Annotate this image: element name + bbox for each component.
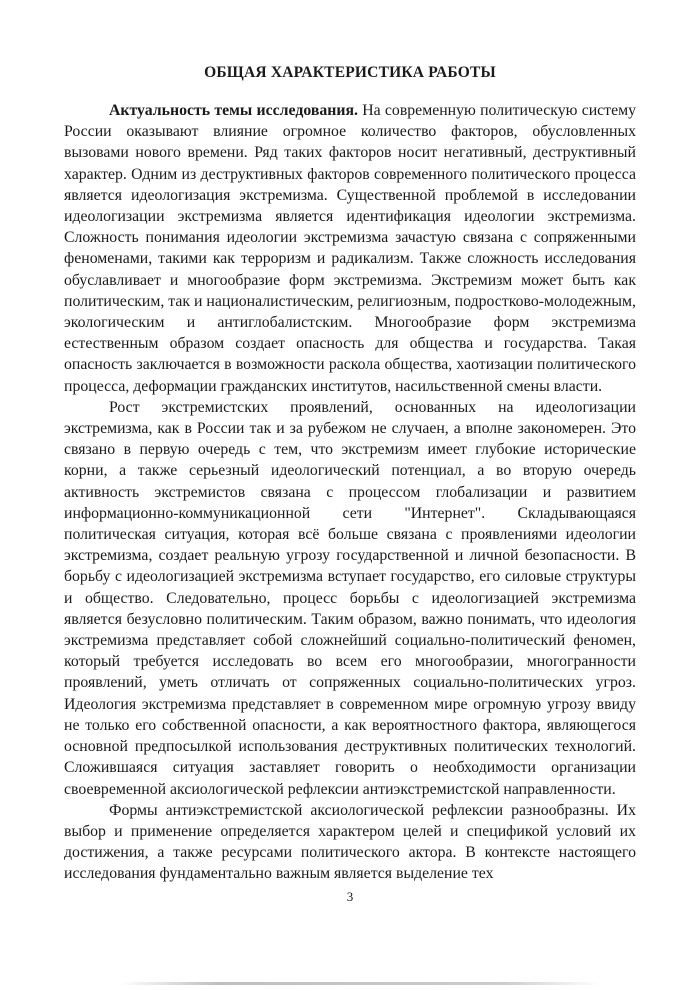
paragraph-text: Формы антиэкстремистской аксиологической рефлексии разнообразны. Их выбор и применение определяется характером целей и спецификой условий их достижения, а также ресурсами политического актора. В контексте настоящего исследования фундаментально важным является выделение тех: [64, 801, 636, 883]
paragraph-forms: [64, 800, 636, 885]
paragraph-relevance: [64, 100, 636, 397]
paragraph-text: На современную политическую систему России оказывают влияние огромное количество факторов, обусловленных вызовами нового времени. Ряд таких факторов носит негативный, деструктивный характер. Одним из деструктивных факторов современного политического процесса является идеологизация экстремизма. Существенной проблемой в исследовании идеологизации экстремизма является идентификация идеологии экстремизма. Сложность понимания идеологии экстремизма зачастую связана с сопряженными феноменами, такими как терроризм и радикализм. Также сложность исследования обуславливает и многообразие форм экстремизма. Экстремизм может быть как политическим, так и националистическим, религиозным, подростково-молодежным, экологическим и антиглобалистским. Многообразие форм экстремизма естественным образом создает опасность для общества и государства. Такая опасность заключается в возможности раскола общества, хаотизации политического процесса, деформации гражданских институтов, насильственной смены власти.: [64, 102, 636, 395]
paragraph-lead-bold: Актуальность темы исследования.: [109, 102, 358, 119]
page-number: 3: [346, 889, 354, 904]
scan-edge-shadow: [120, 982, 600, 985]
section-heading: ОБЩАЯ ХАРАКТЕРИСТИКА РАБОТЫ: [204, 64, 496, 81]
body-text: [64, 100, 636, 885]
paragraph-growth: [64, 397, 636, 800]
paragraph-text: Рост экстремистских проявлений, основанных на идеологизации экстремизма, как в России так и за рубежом не случаен, а вполне закономерен. Это связано в первую очередь с тем, что экстремизм имеет глубокие исторические корни, а также серьезный идеологический потенциал, а во вторую очередь активность экстремистов связана с процессом глобализации и развитием информационно-коммуникационной сети "Интернет". Складывающаяся политическая ситуация, которая всё больше связана с проявлениями идеологии экстремизма, создает реальную угрозу государственной и личной безопасности. В борьбу с идеологизацией экстремизма вступает государство, его силовые структуры и общество. Следовательно, процесс борьбы с идеологизацией экстремизма является безусловно политическим. Таким образом, важно понимать, что идеология экстремизма представляет собой сложнейший социально-политический феномен, который требуется исследовать во всем его многообразии, многогранности проявлений, уметь отличать от сопряженных социально-политических угроз. Идеология экстремизма представляет в современном мире огромную угрозу ввиду не только его собственной опасности, а как вероятностного фактора, являющегося основной предпосылкой использования деструктивных политических технологий. Сложившаяся ситуация заставляет говорить о необходимости организации своевременной аксиологической рефлексии антиэкстремистской направленности.: [64, 398, 636, 798]
